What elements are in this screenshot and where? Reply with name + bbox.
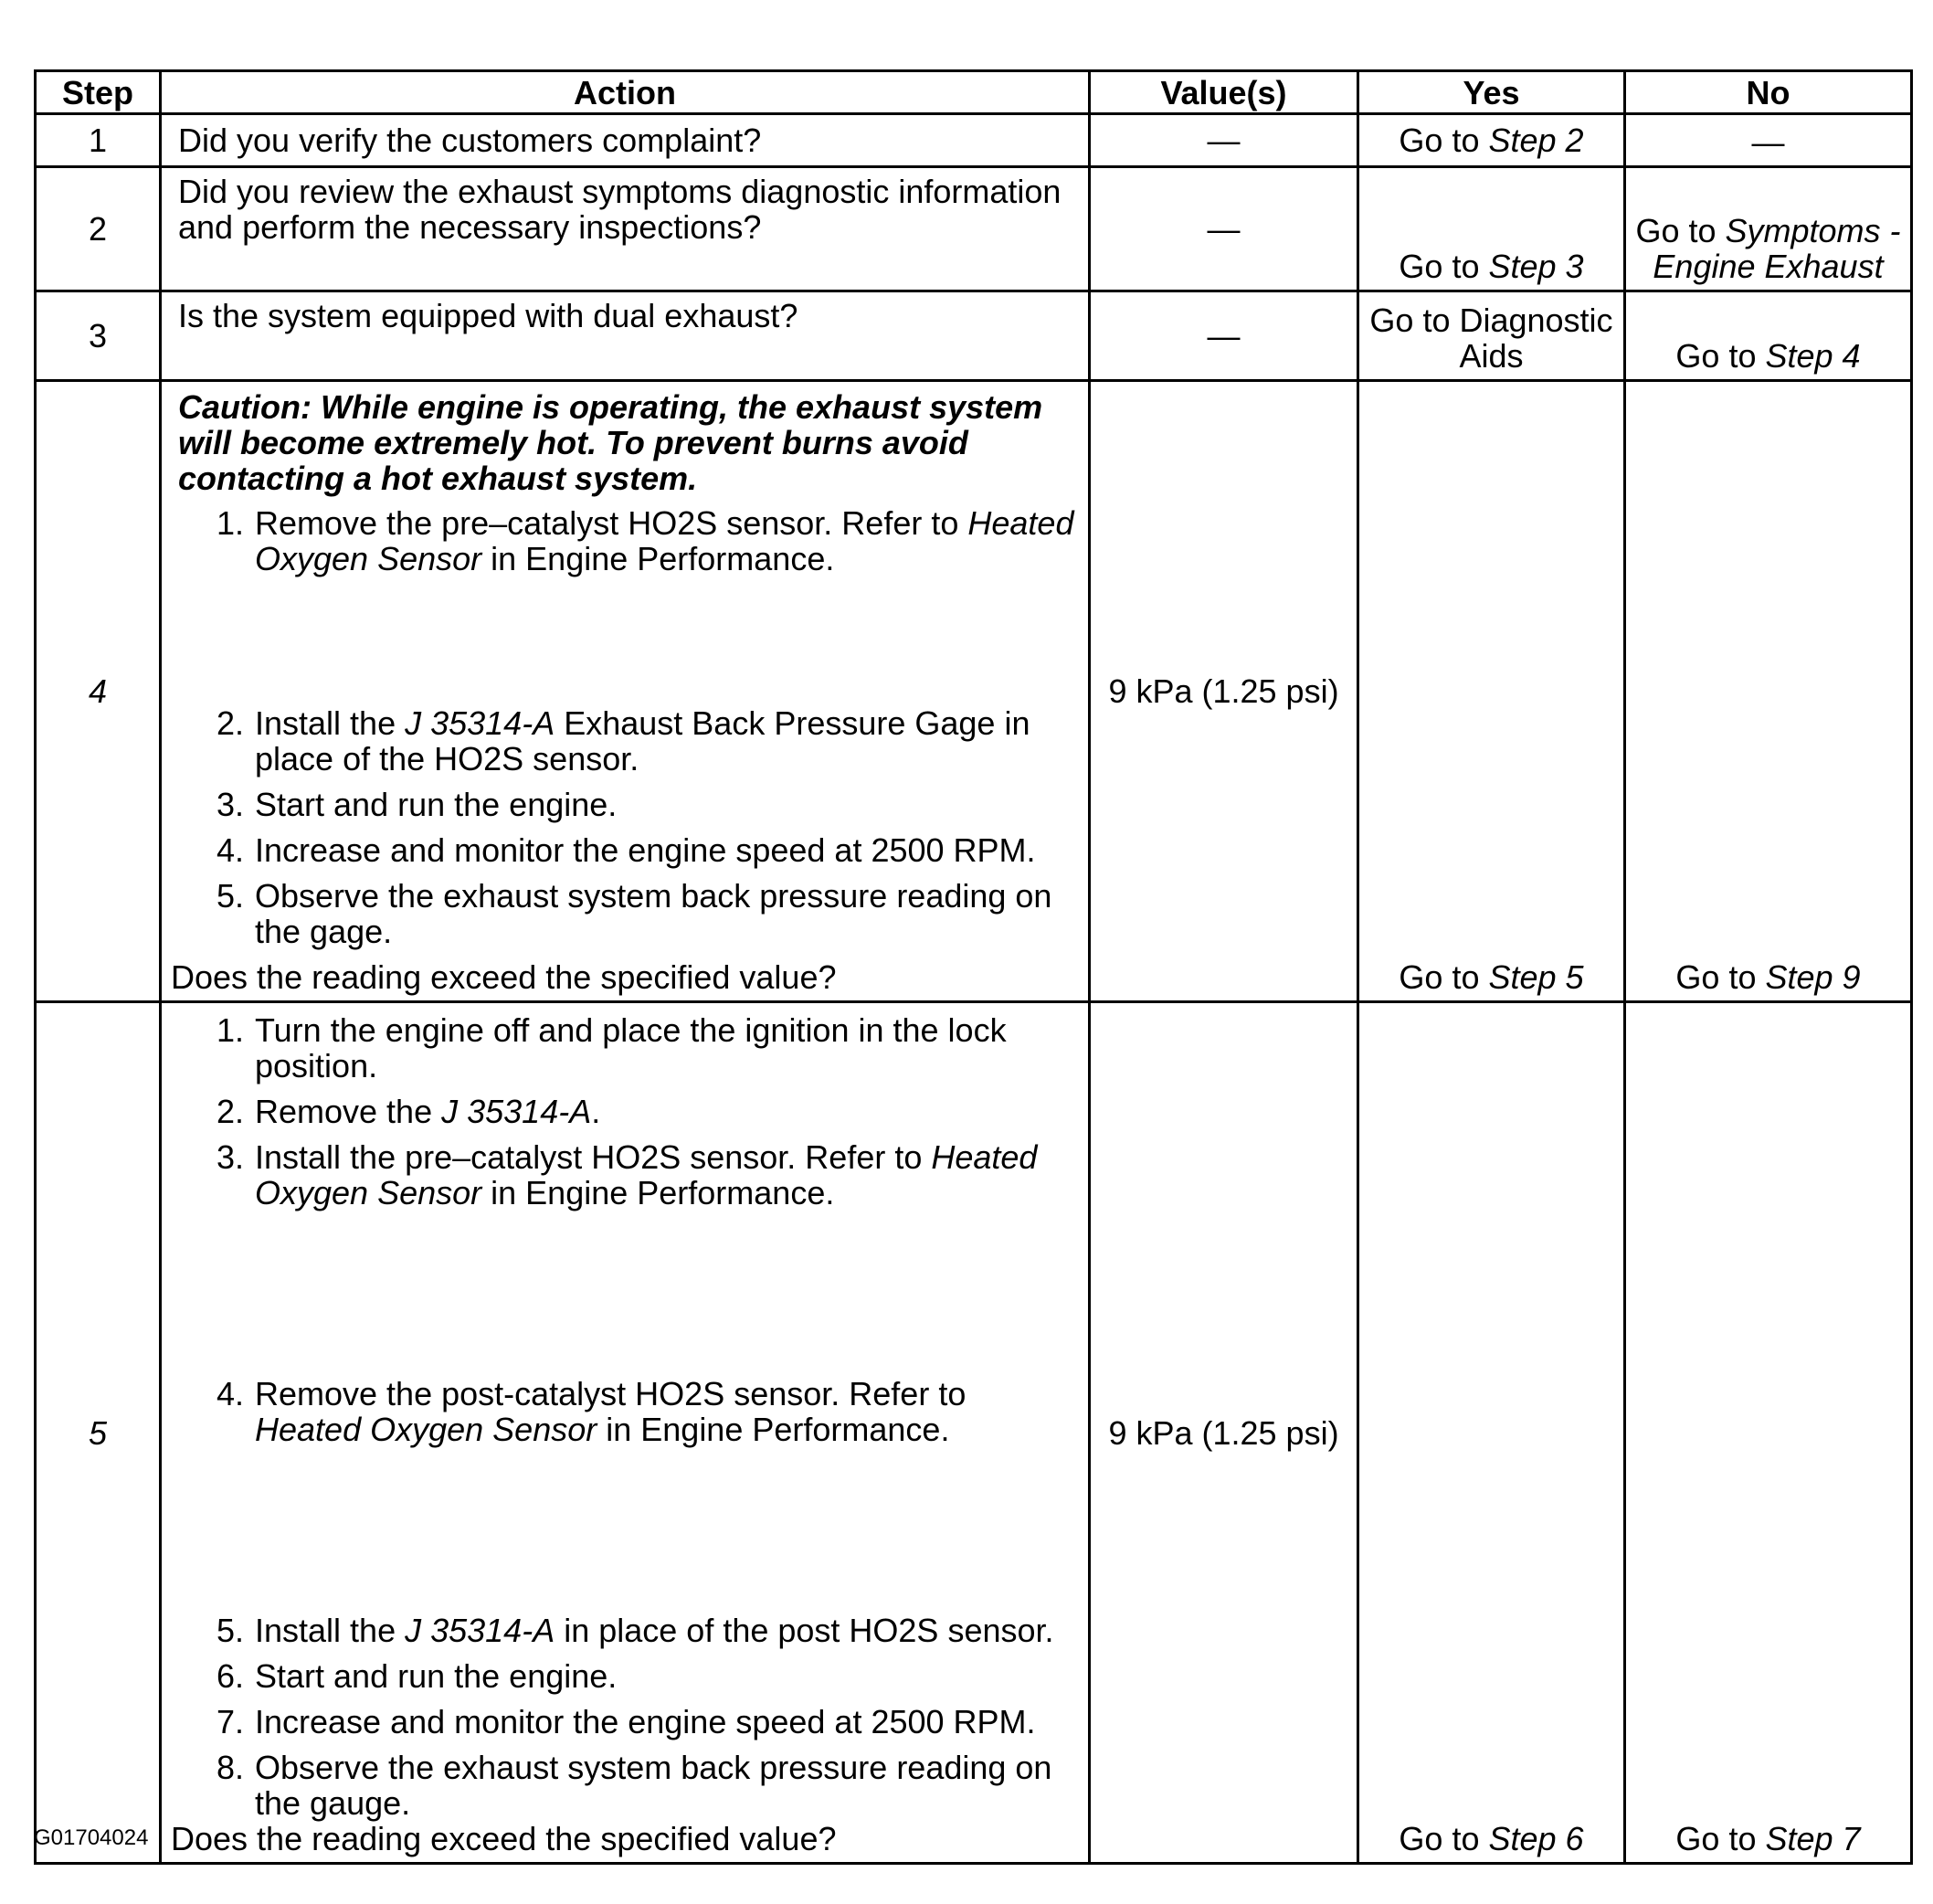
action-cell — [161, 114, 1090, 167]
item-number: 7. — [216, 1703, 244, 1740]
caution-text: Caution: While engine is operating, the exhaust system will become extremely hot. To prevent burns avoid contacting a hot exhaust system. — [178, 388, 1043, 497]
table-row — [36, 167, 1912, 291]
action-cell — [161, 381, 1090, 1002]
step-number: 3 — [36, 291, 161, 381]
no-prefix: Go to — [1675, 337, 1766, 375]
value-cell: 9 kPa (1.25 psi) — [1090, 381, 1358, 1002]
no-cell — [1625, 167, 1912, 291]
yes-ref: Step 5 — [1488, 958, 1584, 996]
item-text: Observe the exhaust system back pressure reading on the gage. — [255, 877, 1052, 950]
no-ref: Step 7 — [1765, 1820, 1861, 1857]
item-text: Increase and monitor the engine speed at 2500 RPM. — [255, 831, 1036, 869]
action-text: Did you review the exhaust symptoms diagnostic information and perform the necessary inspections? — [178, 173, 1062, 246]
item-ref: Heated Oxygen Sensor — [255, 1138, 1038, 1211]
item-text: Start and run the engine. — [255, 1657, 618, 1695]
item-number: 4. — [216, 831, 244, 869]
no-cell — [1625, 381, 1912, 1002]
yes-ref: Step 6 — [1488, 1820, 1584, 1857]
no-prefix: Go to — [1635, 212, 1726, 249]
item-text: Increase and monitor the engine speed at 2500 RPM. — [255, 1703, 1036, 1740]
no-ref: Step 9 — [1765, 958, 1861, 996]
item-ref: Heated Oxygen Sensor — [255, 504, 1074, 577]
item-ref: Heated Oxygen Sensor — [255, 1411, 597, 1448]
yes-cell — [1358, 167, 1625, 291]
item-number: 5. — [216, 1612, 244, 1649]
list-item — [171, 832, 1079, 868]
action-text: Is the system equipped with dual exhaust? — [178, 297, 798, 334]
yes-cell — [1358, 114, 1625, 167]
no-prefix: Go to — [1675, 1820, 1766, 1857]
figure-code: G01704024 — [34, 1825, 149, 1850]
table-row — [36, 114, 1912, 167]
list-item — [171, 1094, 1079, 1129]
item-text: Install the — [255, 1612, 406, 1649]
step-number: 2 — [36, 167, 161, 291]
list-item — [171, 1613, 1079, 1648]
yes-cell — [1358, 381, 1625, 1002]
item-text: Remove the post-catalyst HO2S sensor. Refer to — [255, 1375, 966, 1412]
value-cell: — — [1090, 114, 1358, 167]
yes-cell — [1358, 1002, 1625, 1864]
list-item — [171, 787, 1079, 822]
question-text: Does the reading exceed the specified value? — [171, 958, 837, 996]
list-item — [171, 505, 1079, 576]
item-text: in place of the post HO2S sensor. — [555, 1612, 1054, 1649]
item-number: 2. — [216, 704, 244, 742]
list-item — [171, 878, 1079, 949]
item-text: Install the pre–catalyst HO2S sensor. Refer to — [255, 1138, 932, 1176]
item-text: Exhaust Back Pressure Gage in place of the HO2S sensor. — [255, 704, 1030, 777]
header-values: Value(s) — [1090, 71, 1358, 114]
item-text: Observe the exhaust system back pressure reading on the gauge. — [255, 1749, 1052, 1822]
action-cell — [161, 167, 1090, 291]
header-no: No — [1625, 71, 1912, 114]
diagnostic-table — [34, 69, 1913, 1865]
table-row — [36, 1002, 1912, 1864]
item-text: Install the — [255, 704, 406, 742]
header-row — [36, 71, 1912, 114]
yes-ref: Step 3 — [1488, 248, 1584, 285]
list-item — [171, 1704, 1079, 1740]
header-yes: Yes — [1358, 71, 1625, 114]
no-ref: Step 4 — [1765, 337, 1861, 375]
yes-prefix: Go to — [1399, 122, 1489, 159]
item-number: 1. — [216, 504, 244, 542]
item-number: 8. — [216, 1749, 244, 1786]
action-cell — [161, 1002, 1090, 1864]
item-ref: J 35314-A — [441, 1093, 592, 1130]
item-number: 6. — [216, 1657, 244, 1695]
item-text: Start and run the engine. — [255, 786, 618, 823]
yes-prefix: Go to — [1399, 958, 1489, 996]
step-number: 4 — [36, 381, 161, 1002]
no-cell: — — [1625, 114, 1912, 167]
value-cell: — — [1090, 291, 1358, 381]
value-cell: 9 kPa (1.25 psi) — [1090, 1002, 1358, 1864]
list-item — [171, 1658, 1079, 1694]
item-text: . — [591, 1093, 601, 1130]
question-text: Does the reading exceed the specified value? — [171, 1820, 837, 1857]
no-cell — [1625, 291, 1912, 381]
item-text: in Engine Performance. — [597, 1411, 950, 1448]
step-number: 1 — [36, 114, 161, 167]
item-text: Remove the pre–catalyst HO2S sensor. Refer to — [255, 504, 968, 542]
table-row — [36, 381, 1912, 1002]
item-number: 2. — [216, 1093, 244, 1130]
item-ref: J 35314-A — [405, 1612, 555, 1649]
yes-ref: Step 2 — [1488, 122, 1584, 159]
value-cell: — — [1090, 167, 1358, 291]
list-item — [171, 1139, 1079, 1211]
list-item — [171, 1750, 1079, 1821]
item-text: in Engine Performance. — [481, 540, 835, 577]
table-row — [36, 291, 1912, 381]
item-text: in Engine Performance. — [481, 1174, 835, 1211]
list-item — [171, 1012, 1079, 1084]
yes-prefix: Go to — [1399, 248, 1489, 285]
item-text: Remove the — [255, 1093, 442, 1130]
procedure-list — [171, 1012, 1079, 1821]
action-text: Did you verify the customers complaint? — [178, 122, 762, 159]
item-number: 5. — [216, 877, 244, 915]
yes-prefix: Go to — [1399, 1820, 1489, 1857]
header-action: Action — [161, 71, 1090, 114]
header-step: Step — [36, 71, 161, 114]
action-cell — [161, 291, 1090, 381]
item-number: 3. — [216, 1138, 244, 1176]
yes-cell: Go to Diagnostic Aids — [1358, 291, 1625, 381]
no-prefix: Go to — [1675, 958, 1766, 996]
no-ref: Symptoms - Engine Exhaust — [1653, 212, 1901, 285]
no-cell — [1625, 1002, 1912, 1864]
procedure-list — [171, 505, 1079, 949]
list-item — [171, 705, 1079, 777]
item-number: 4. — [216, 1375, 244, 1412]
item-ref: J 35314-A — [405, 704, 555, 742]
list-item — [171, 1376, 1079, 1447]
step-number: 5 — [36, 1002, 161, 1864]
item-number: 3. — [216, 786, 244, 823]
item-number: 1. — [216, 1011, 244, 1049]
item-text: Turn the engine off and place the ignition in the lock position. — [255, 1011, 1007, 1084]
